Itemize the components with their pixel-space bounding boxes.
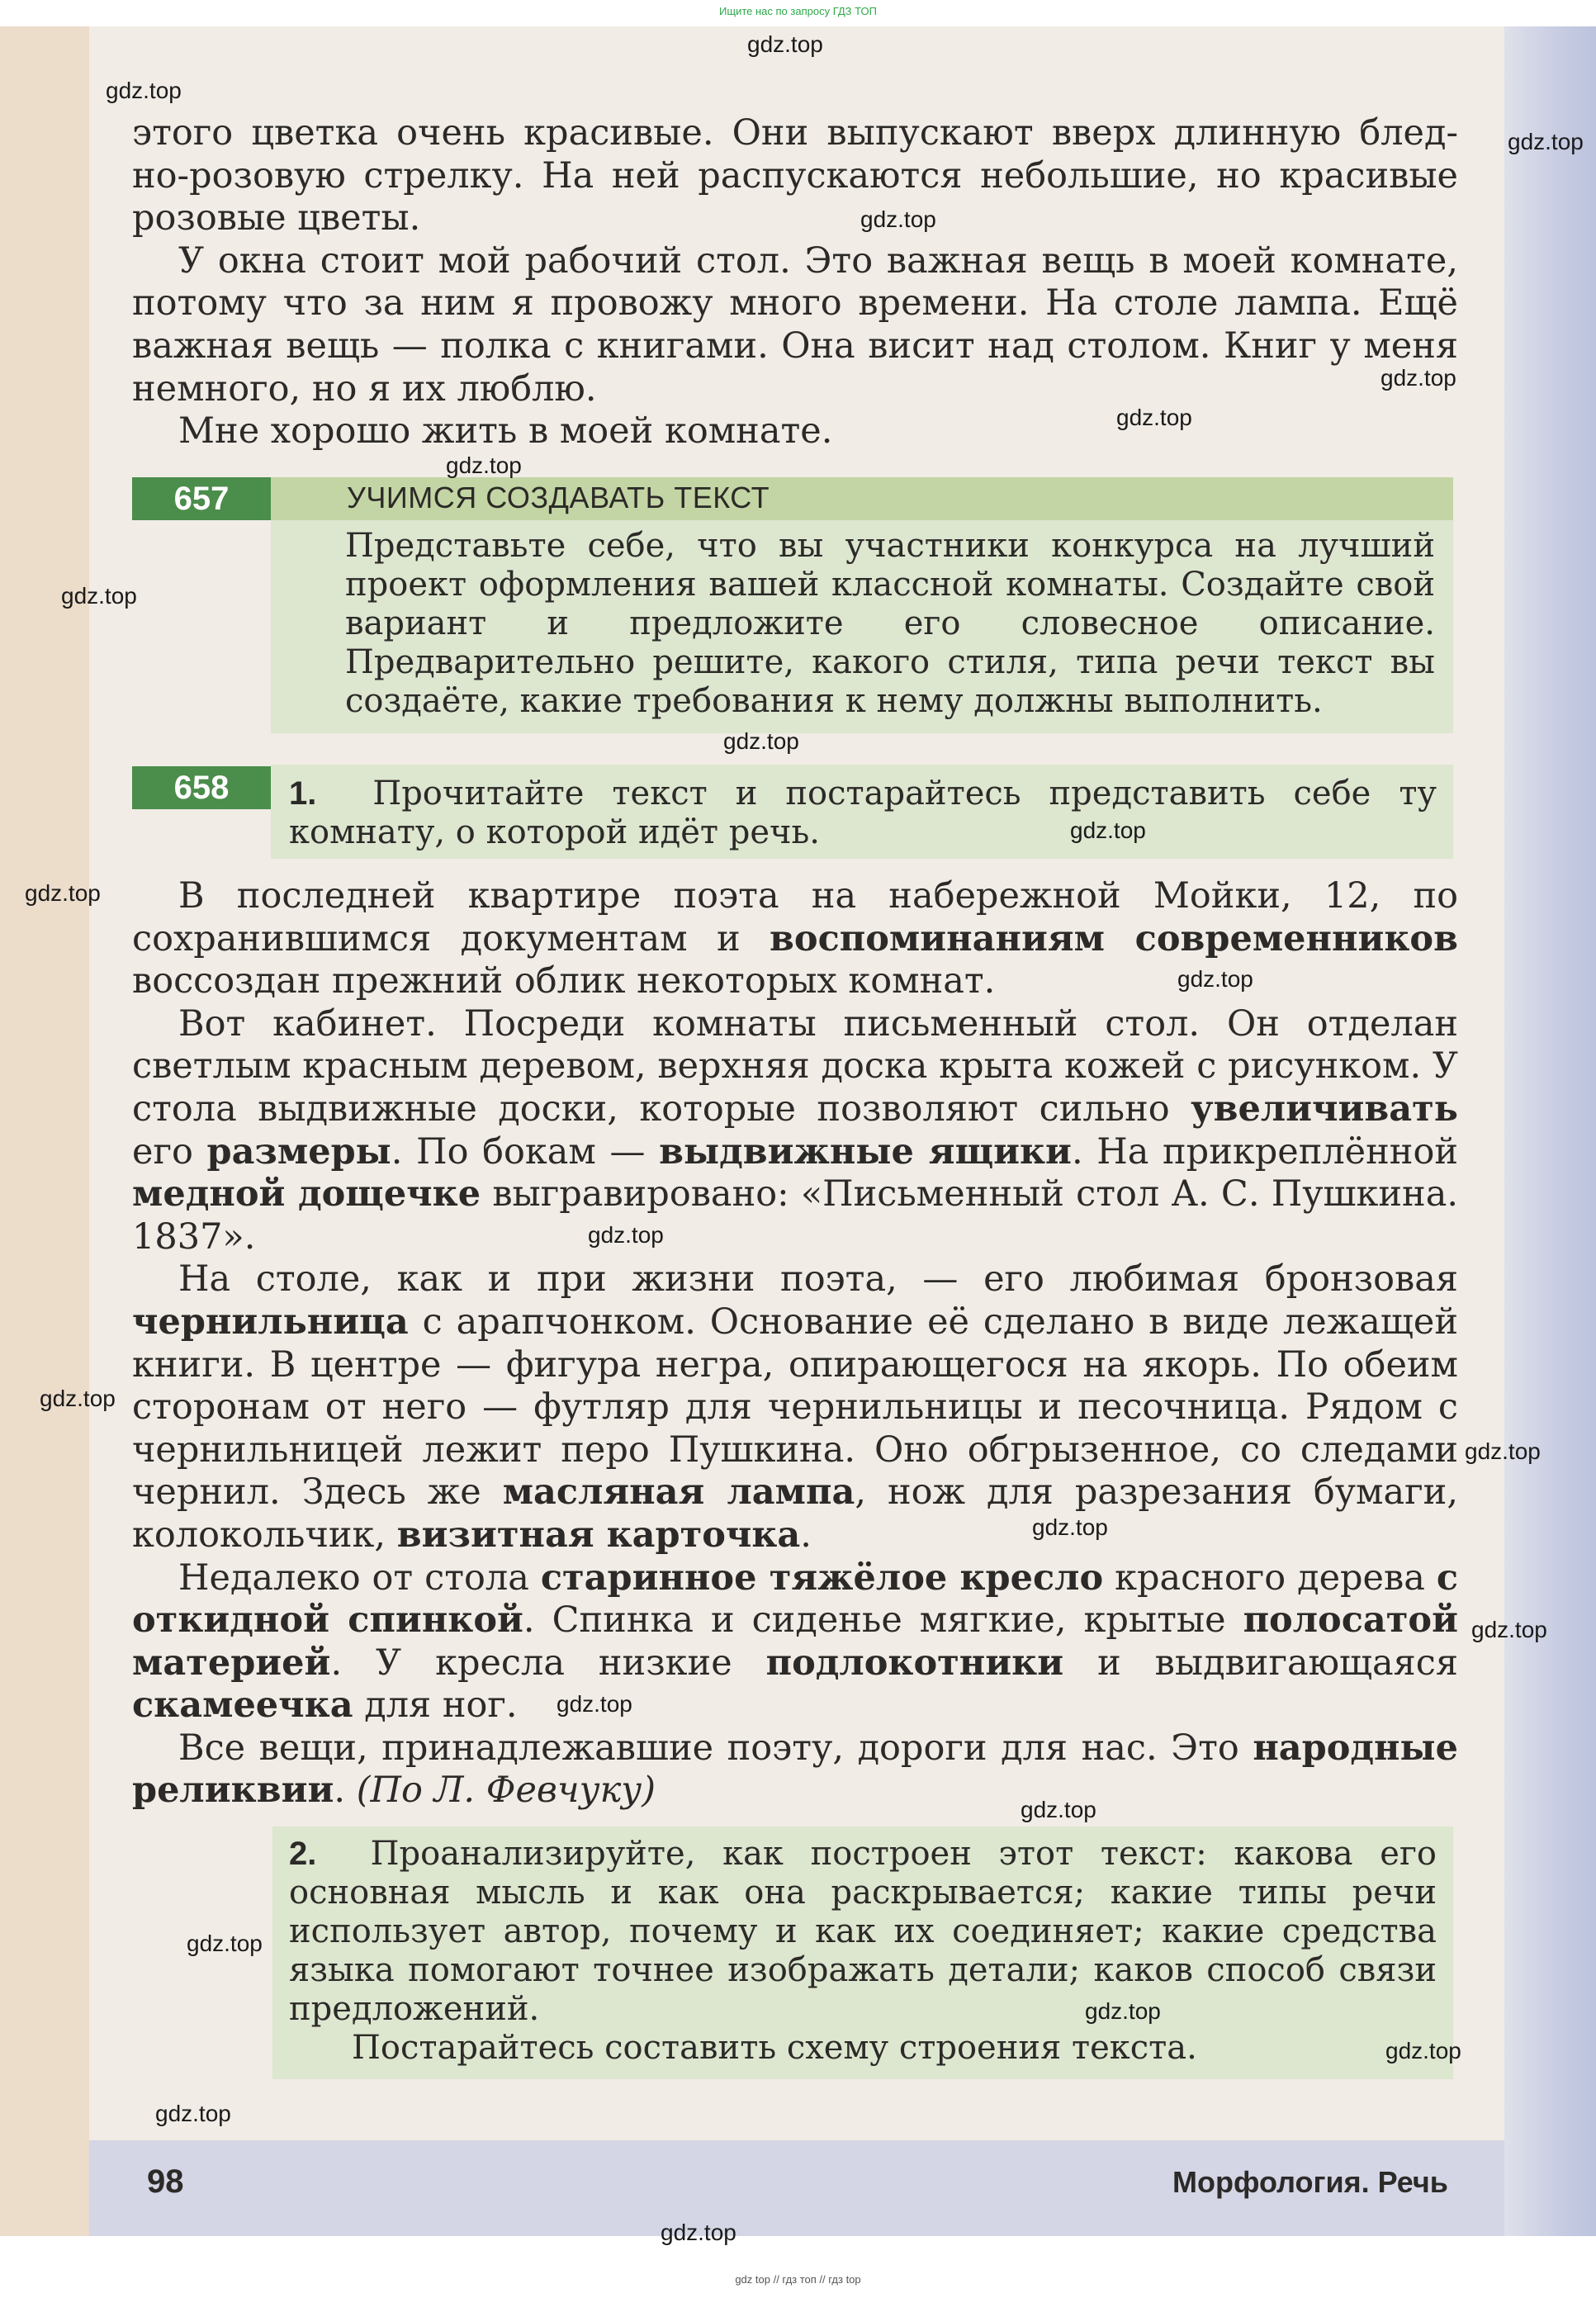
watermark: gdz.top — [187, 1931, 263, 1956]
bold-term: подлокотники — [765, 1642, 1064, 1684]
bold-term: скамеечка — [132, 1684, 353, 1727]
reading-paragraph-4 — [132, 1557, 1458, 1727]
task1-text: Прочитайте текст и постарайтесь представить себе ту комнату, о которой идёт речь. — [289, 775, 1437, 851]
watermark: gdz.top — [1177, 966, 1253, 992]
bottom-strip — [0, 2236, 1596, 2298]
bottom-notice: gdz top // гдз топ // гдз top — [735, 2273, 861, 2286]
intro-text — [132, 112, 1458, 453]
watermark: gdz.top — [1465, 1438, 1541, 1464]
text-run: и выдвигающаяся — [1063, 1642, 1459, 1684]
left-margin — [0, 26, 89, 2236]
reading-text — [132, 875, 1458, 1812]
watermark: gdz.top — [106, 78, 182, 103]
watermark: gdz.top — [1381, 365, 1456, 391]
section-title: Морфология. Речь — [1172, 2165, 1448, 2199]
text-run: красного дерева — [1103, 1556, 1437, 1599]
bold-term: медной дощечке — [132, 1173, 481, 1215]
intro-paragraph-3: Мне хорошо жить в моей комнате. — [178, 410, 833, 452]
exercise-657-heading: УЧИМСЯ СОЗДАВАТЬ ТЕКСТ — [347, 481, 770, 514]
exercise-657-header — [132, 477, 1453, 520]
intro-paragraph-1: этого цветка очень красивые. Они выпускают вверх длинную блед-но-розовую стрелку. На ней распускаются небольшие, но красивые розовые цветы. — [132, 112, 1458, 239]
bold-term: масляная лампа — [502, 1471, 855, 1514]
reading-paragraph-2 — [132, 1003, 1458, 1259]
text-run: с арапчонком. Основание её сделано в виде лежащей книги. В центре — фигура негра, опирающегося на якорь. По обеим сторонам от него — футляр для чернильницы и песочница. Рядом с чернильницей лежит перо Пушкина. Оно обгрызенное, со следами чернил. Здесь же — [132, 1301, 1458, 1514]
reading-paragraph-3 — [132, 1258, 1458, 1556]
text-run: Все вещи, принадлежавшие поэту, дороги для нас. Это — [178, 1727, 1253, 1769]
watermark: gdz.top — [747, 31, 823, 57]
watermark: gdz.top — [556, 1691, 632, 1717]
exercise-658-task2 — [289, 1835, 1437, 2068]
exercise-657-number: 657 — [132, 477, 271, 520]
task1-number: 1. — [289, 775, 317, 812]
bold-term: выдвижные ящики — [659, 1130, 1072, 1173]
bold-term: увеличивать — [1191, 1087, 1458, 1130]
watermark: gdz.top — [446, 452, 522, 478]
intro-paragraph-2: У окна стоит мой рабочий стол. Это важная вещь в моей комнате, потому что за ним я провожу много времени. На столе лампа. Ещё важная вещь — полка с книгами. Она висит над столом. Книг у меня немного, но я их люблю. — [132, 239, 1458, 410]
bold-term: визитная карточка — [396, 1514, 801, 1556]
text-run: Недалеко от стола — [178, 1556, 541, 1599]
watermark: gdz.top — [1385, 2038, 1461, 2063]
text-run: , нож для разрезания бумаги, колокольчик, — [132, 1471, 1458, 1556]
watermark: gdz.top — [1116, 405, 1192, 430]
watermark: gdz.top — [723, 728, 799, 754]
top-notice: Ищите нас по запросу ГДЗ ТОП — [719, 5, 877, 17]
reading-paragraph-1 — [132, 875, 1458, 1003]
source-citation: (По Л. Февчуку) — [356, 1770, 656, 1812]
bold-term: чернильница — [132, 1301, 409, 1343]
exercise-658-number: 658 — [132, 766, 271, 809]
bold-term: воспоминаниям современников — [770, 917, 1458, 959]
task2-text: Проанализируйте, как построен этот текст: какова его основная мысль и как она раскрывается; какие типы речи использует автор, почему и как их соединяет; какие средства языка помогают точнее изображать детали; каков способ связи предложений. — [289, 1835, 1437, 2028]
text-run: для ног. — [353, 1684, 518, 1727]
exercise-658-task1 — [289, 775, 1437, 852]
right-margin — [1504, 26, 1596, 2236]
watermark: gdz.top — [1085, 1998, 1161, 2024]
text-run: Вот кабинет. Посреди комнаты письменный стол. Он отделан светлым красным деревом, верхняя доска крыта кожей с рисунком. У стола выдвижные доски, которые позволяют сильно — [132, 1002, 1458, 1130]
text-run: . У кресла низкие — [330, 1642, 766, 1684]
exercise-657-text — [345, 527, 1435, 721]
text-run: . — [800, 1514, 812, 1556]
watermark: gdz.top — [1021, 1797, 1096, 1822]
text-run: . — [334, 1770, 357, 1812]
bold-term: старинное тяжёлое кресло — [540, 1556, 1104, 1599]
bold-term: размеры — [206, 1130, 391, 1173]
bold-term: с откидной спинкой — [132, 1556, 1458, 1642]
watermark: gdz.top — [860, 206, 936, 232]
reading-paragraph-5 — [132, 1727, 1458, 1812]
watermark: gdz.top — [661, 2220, 736, 2245]
bold-term: полосатой материей — [132, 1599, 1458, 1684]
bold-term: народные реликвии — [132, 1727, 1458, 1812]
watermark: gdz.top — [1032, 1514, 1108, 1540]
watermark: gdz.top — [61, 583, 137, 609]
text-run: . На прикреплённой — [1071, 1130, 1458, 1173]
text-run: На столе, как и при жизни поэта, — его любимая бронзовая — [178, 1258, 1458, 1301]
text-run: его — [132, 1130, 207, 1173]
text-run: воссоздан прежний облик некоторых комнат. — [132, 960, 996, 1002]
watermark: gdz.top — [588, 1222, 664, 1248]
text-run: . Спинка и сиденье мягкие, крытые — [523, 1599, 1243, 1642]
text-run: выгравировано: «Письменный стол А. С. Пушкина. 1837». — [132, 1173, 1458, 1258]
task2-number: 2. — [289, 1836, 317, 1872]
watermark: gdz.top — [1070, 817, 1146, 843]
watermark: gdz.top — [155, 2101, 231, 2126]
watermark: gdz.top — [40, 1386, 116, 1411]
exercise-657-paragraph: Представьте себе, что вы участники конкурса на лучший проект оформления вашей классной комнаты. Создайте свой вариант и предложите его словесное описание. Предварительно решите, какого стиля, типа речи текст вы создаёте, какие требования к нему должны выполнить. — [345, 527, 1435, 720]
page-number: 98 — [147, 2163, 184, 2200]
watermark: gdz.top — [1471, 1617, 1547, 1642]
text-run: В последней квартире поэта на набережной Мойки, 12, по сохранившимся документам и — [132, 875, 1458, 959]
text-run: . По бокам — — [391, 1130, 660, 1173]
task2-text-2: Постарайтесь составить схему строения текста. — [352, 2029, 1197, 2067]
watermark: gdz.top — [25, 880, 101, 906]
watermark: gdz.top — [1508, 129, 1584, 154]
